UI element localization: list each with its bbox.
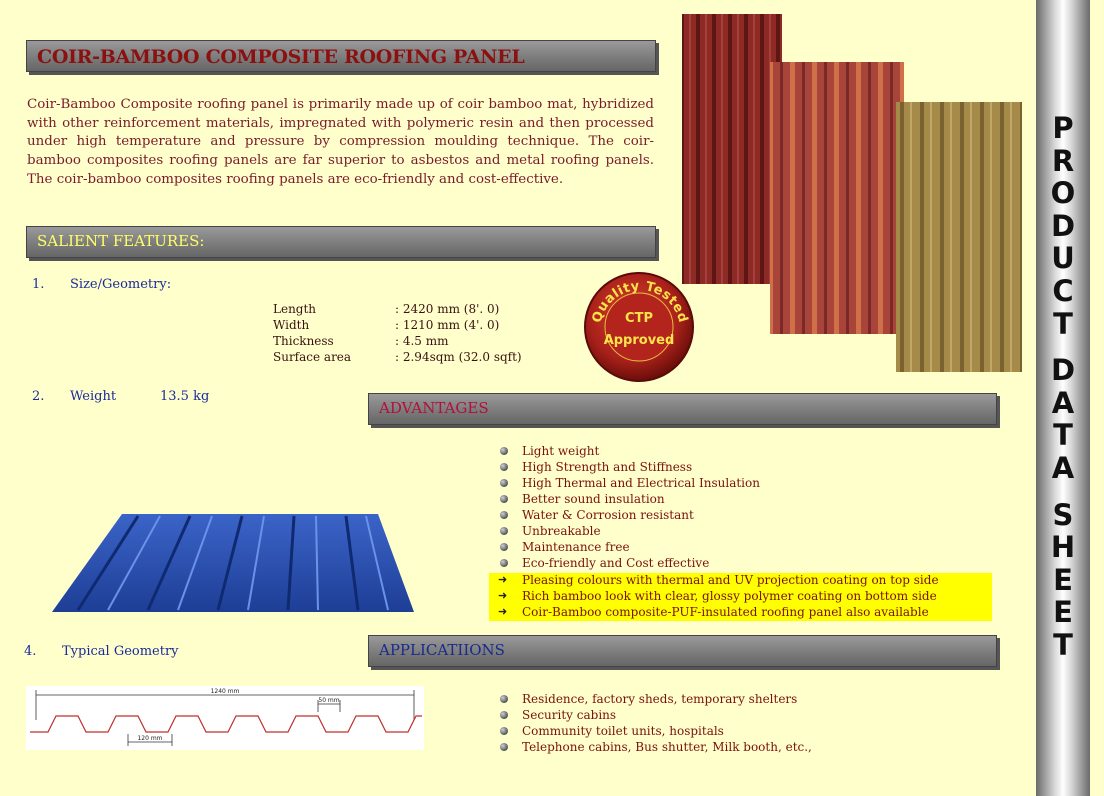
product-description: Coir-Bamboo Composite roofing panel is primarily made up of coir bamboo mat, hybridized with other reinforcement materials, impregnated with polymeric resin and then processed under high temperature and pressure by compression moulding technique. The coir-bamboo composites roofing panels are far superior to asbestos and metal roofing panels. The coir-bamboo composites roofing panels are eco-friendly and cost-effective. xyxy=(27,97,654,187)
applications-list xyxy=(488,691,812,755)
list-item: Eco-friendly and Cost effective xyxy=(488,555,760,571)
sidebar-letter: T xyxy=(1053,306,1073,341)
sidebar-letter: R xyxy=(1051,143,1075,178)
list-item: Maintenance free xyxy=(488,539,760,555)
bullet-icon xyxy=(500,447,508,455)
sidebar-letter-space xyxy=(1048,485,1078,499)
spec-area-label: Surface area xyxy=(273,350,352,364)
bullet-icon xyxy=(500,743,508,751)
bullet-icon xyxy=(500,711,508,719)
bullet-icon xyxy=(500,495,508,503)
sidebar-letter: E xyxy=(1053,562,1073,597)
list-item: Water & Corrosion resistant xyxy=(488,507,760,523)
bullet-icon xyxy=(500,511,508,519)
spec-width-value: : 1210 mm (4'. 0) xyxy=(395,318,500,332)
list-item: ➜ Rich bamboo look with clear, glossy polymer coating on bottom side xyxy=(498,589,937,603)
bullet-icon xyxy=(500,527,508,535)
list-item: ➜ Coir-Bamboo composite-PUF-insulated roofing panel also available xyxy=(498,605,929,619)
spec-length-label: Length xyxy=(273,302,317,316)
seal-graphic xyxy=(582,270,696,384)
spec-thickness-value: : 4.5 mm xyxy=(395,334,449,348)
bullet-icon xyxy=(500,543,508,551)
geometry-diagram xyxy=(26,686,424,750)
sidebar-letter: A xyxy=(1051,450,1075,485)
red-panel xyxy=(682,14,782,284)
dim-pitch-label: 120 mm xyxy=(137,735,163,742)
list-item: High Strength and Stiffness xyxy=(488,459,760,475)
bamboo-panel xyxy=(896,102,1022,372)
bullet-icon xyxy=(500,479,508,487)
features-banner xyxy=(26,226,656,258)
orange-panel xyxy=(770,62,904,334)
applications-banner xyxy=(368,635,997,667)
sidebar-letter: T xyxy=(1053,627,1073,662)
list-item: Telephone cabins, Bus shutter, Milk booth, etc., xyxy=(488,739,812,755)
advantages-list xyxy=(488,443,760,571)
spec-thickness-label: Thickness xyxy=(273,334,334,348)
sidebar-letter: D xyxy=(1050,353,1076,388)
feature-2-label: Weight xyxy=(70,389,117,404)
advantages-heading: ADVANTAGES xyxy=(379,399,489,417)
sidebar-letter: C xyxy=(1052,273,1074,308)
sidebar-letter: T xyxy=(1053,418,1073,453)
list-item: Security cabins xyxy=(488,707,812,723)
list-item: Unbreakable xyxy=(488,523,760,539)
seal-line-1: CTP xyxy=(625,311,653,326)
spec-length-value: : 2420 mm (8'. 0) xyxy=(395,302,500,316)
feature-1-number: 1. xyxy=(32,277,45,292)
list-item: ➜ Pleasing colours with thermal and UV projection coating on top side xyxy=(498,573,939,587)
arrow-icon: ➜ xyxy=(498,605,508,618)
sidebar-letter: H xyxy=(1050,530,1076,565)
sidebar-letter: D xyxy=(1050,208,1076,243)
sidebar-letter: S xyxy=(1052,497,1074,532)
sidebar-letter: P xyxy=(1052,111,1074,145)
quality-seal xyxy=(582,270,696,384)
page-title: COIR-BAMBOO COMPOSITE ROOFING PANEL xyxy=(37,46,525,68)
roofing-panel-photos xyxy=(680,12,1026,374)
seal-line-2: Approved xyxy=(603,333,675,348)
bullet-icon xyxy=(500,727,508,735)
list-item: High Thermal and Electrical Insulation xyxy=(488,475,760,491)
feature-1-label: Size/Geometry: xyxy=(70,277,172,292)
title-banner xyxy=(26,40,656,72)
dim-overall-label: 1240 mm xyxy=(210,688,240,695)
sidebar-letter: O xyxy=(1050,176,1076,211)
feature-2-number: 2. xyxy=(32,389,45,404)
list-item: Light weight xyxy=(488,443,760,459)
feature-4-number: 4. xyxy=(24,644,37,659)
highlighted-advantages-list xyxy=(488,572,939,620)
spec-area-value: : 2.94sqm (32.0 sqft) xyxy=(395,350,522,364)
arrow-icon: ➜ xyxy=(498,573,508,586)
sidebar-letter: U xyxy=(1051,241,1075,276)
spec-width-label: Width xyxy=(273,318,310,332)
bullet-icon xyxy=(500,695,508,703)
feature-2-value: 13.5 kg xyxy=(160,389,210,404)
list-item: Community toilet units, hospitals xyxy=(488,723,812,739)
feature-4-label: Typical Geometry xyxy=(62,644,179,659)
sidebar-vertical-text xyxy=(1048,112,1078,662)
features-heading: SALIENT FEATURES: xyxy=(37,232,205,250)
applications-heading: APPLICATIIONS xyxy=(379,641,505,659)
blue-panel-photo xyxy=(48,510,418,616)
bullet-icon xyxy=(500,559,508,567)
sidebar-letter: A xyxy=(1051,385,1075,420)
dim-crest-label: 50 mm xyxy=(318,697,340,704)
list-item: Better sound insulation xyxy=(488,491,760,507)
bullet-icon xyxy=(500,463,508,471)
list-item: Residence, factory sheds, temporary shelters xyxy=(488,691,812,707)
sidebar-letter-space xyxy=(1048,340,1078,354)
sidebar-margin xyxy=(1090,0,1104,796)
arrow-icon: ➜ xyxy=(498,589,508,602)
sidebar-letter: E xyxy=(1053,595,1073,630)
advantages-banner xyxy=(368,393,997,425)
seal-ring-text: Quality Tested xyxy=(589,278,691,325)
